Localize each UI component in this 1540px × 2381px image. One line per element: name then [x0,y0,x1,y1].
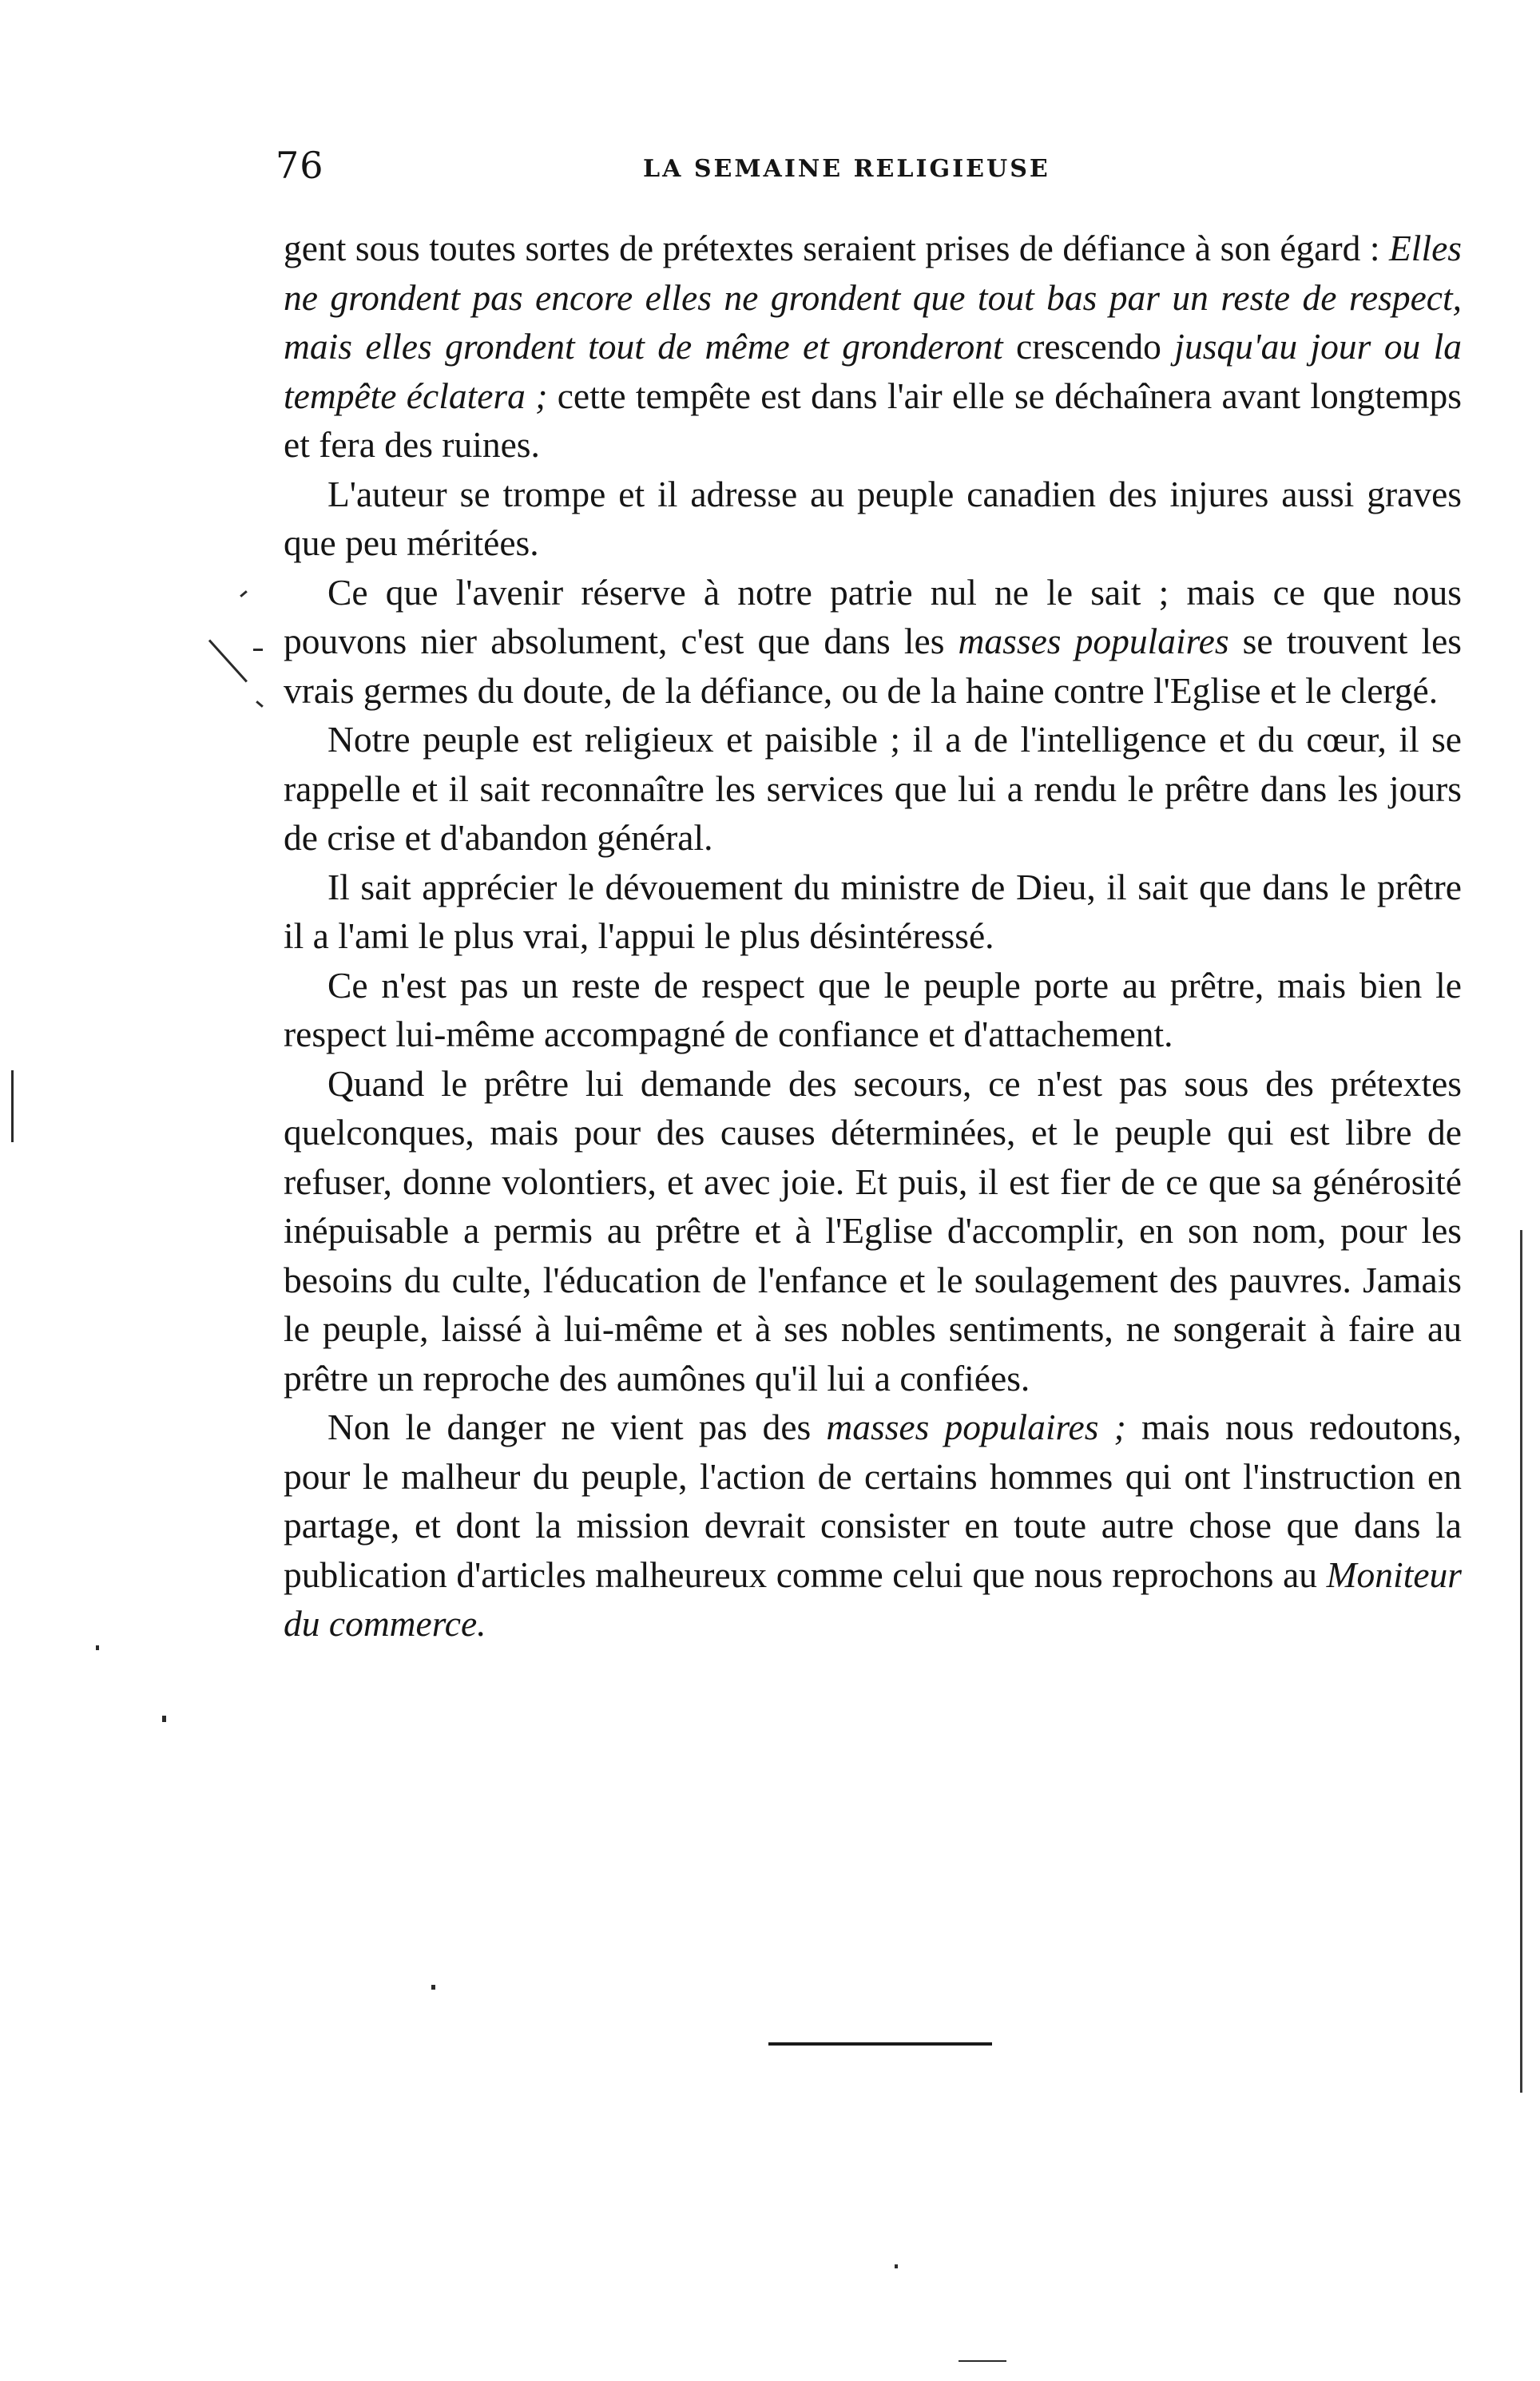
margin-tick-mark [256,700,264,708]
italic-text-run: masses populaires [958,621,1229,661]
page-header [276,144,1482,200]
italic-text-run: masses populaires ; [826,1407,1126,1447]
text-run: Non le danger ne vient pas des [327,1407,827,1447]
italic-text-run: jusqu'au jour ou la tempête éclatera ; [284,326,1462,416]
text-run: Ce que l'avenir réserve à notre patrie nul ne le sait ; mais ce que nous pouvons nier absolument, c'est que dans les [284,571,1462,661]
text-run: Ce n'est pas un reste de respect que le peuple porte au prêtre, mais bien le respect lui-même accompagné de confiance et d'attachement. [284,964,1462,1054]
paragraph [284,961,1462,1059]
margin-dot-mark [431,1985,435,1990]
text-run: Notre peuple est religieux et paisible ; il a de l'intelligence et du cœur, il se rappelle et il sait reconnaître les services que lui a rendu le prêtre dans les jours de crise et d'abandon général. [284,719,1462,858]
page-number: 76 [276,144,324,187]
paragraph [284,1403,1462,1649]
text-run: crescendo [1002,326,1175,367]
margin-dot-mark [162,1716,166,1722]
paragraph [284,470,1462,568]
text-run: cette tempête est dans l'air elle se déchaînera avant longtemps et fera des ruines. [284,375,1462,465]
paragraph [284,715,1462,863]
scan-edge-line [1520,1230,1522,2093]
paragraph [284,863,1462,961]
margin-tick-mark [240,590,248,597]
italic-text-run: Moniteur du commerce. [284,1554,1462,1644]
margin-slash-mark [208,639,248,682]
margin-dash-mark [959,2360,1006,2362]
margin-dot-mark [895,2264,898,2268]
text-run: mais nous redoutons, pour le malheur du peuple, l'action de certains hommes qui ont l'instruction en partage, et dont la mission devrait consister en toute autre chose que dans la publication d'articles malheureux comme celui que nous reprochons au [284,1407,1463,1595]
italic-text-run: Elles ne grondent pas encore elles ne grondent que tout bas par un reste de respect, mais elles grondent tout de même et gronderont [284,228,1462,367]
text-run: L'auteur se trompe et il adresse au peuple canadien des injures aussi graves que peu méritées. [284,473,1462,563]
paragraph [284,1059,1462,1403]
running-head: LA SEMAINE RELIGIEUSE [643,155,1050,183]
paragraph [284,224,1462,470]
body-text [284,224,1462,1649]
text-run: gent sous toutes sortes de prétextes seraient prises de défiance à son égard : [284,228,1390,268]
text-run: se trouvent les vrais germes du doute, de la défiance, ou de la haine contre l'Eglise et le clergé. [284,621,1463,711]
section-end-rule [768,2042,992,2046]
margin-slash-mark [253,649,263,651]
margin-bracket-mark [11,1070,14,1142]
text-run: Quand le prêtre lui demande des secours, ce n'est pas sous des prétextes quelconques, mais pour des causes déterminées, et le peuple qui est libre de refuser, donne volontiers, et avec joie. Et puis, il est fier de ce que sa générosité inépuisable a permis au prêtre et à l'Eglise d'accomplir, en son nom, pour les besoins du culte, l'éducation de l'enfance et le soulagement des pauvres. Jamais le peuple, laissé à lui-même et à ses nobles sentiments, ne songerait à faire au prêtre un reproche des aumônes qu'il lui a confiées. [284,1062,1462,1399]
paragraph [284,568,1462,716]
text-run: Il sait apprécier le dévouement du ministre de Dieu, il sait que dans le prêtre il a l'ami le plus vrai, l'appui le plus désintéressé. [284,866,1462,956]
margin-dot-mark [96,1645,99,1650]
